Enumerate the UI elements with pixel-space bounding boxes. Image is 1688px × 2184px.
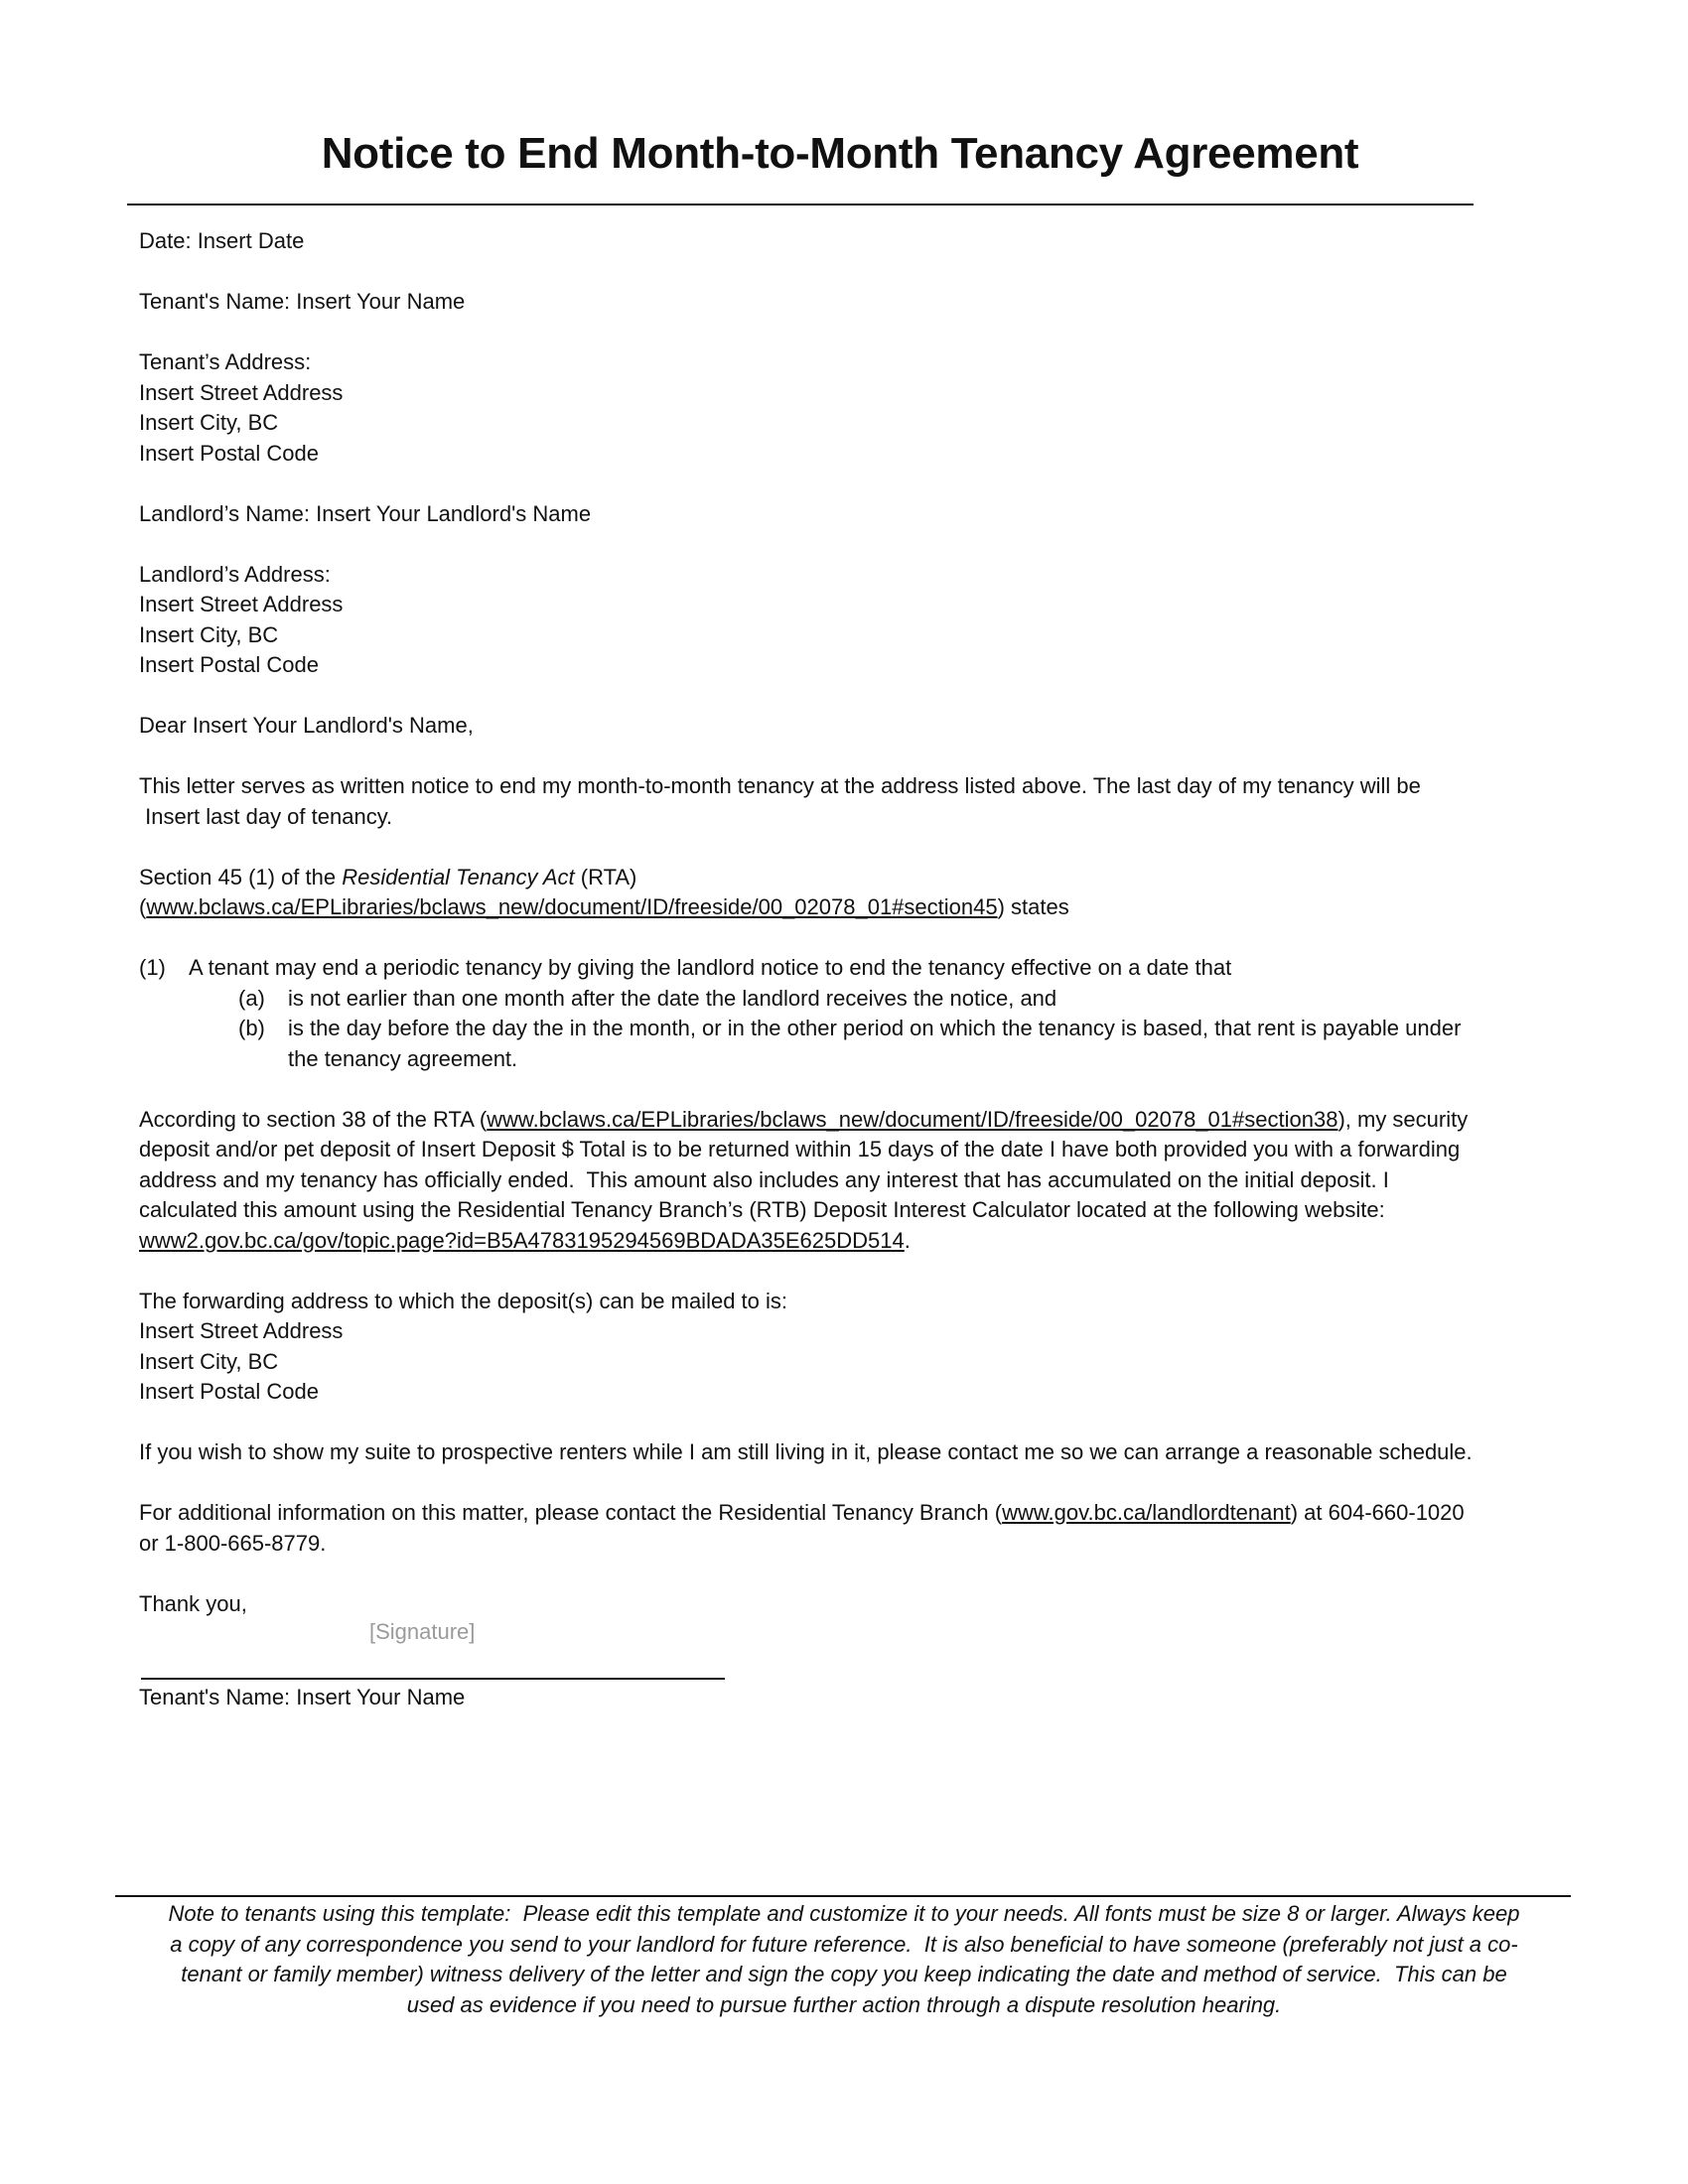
landlord-address-block	[139, 560, 1549, 681]
list-marker: (1)	[139, 955, 166, 980]
section45-prefix: Section 45 (1) of the	[139, 864, 343, 889]
footnote-divider	[115, 1895, 1571, 1897]
list-marker: (a)	[238, 985, 265, 1011]
list-item-text: A tenant may end a periodic tenancy by giving the landlord notice to end the tenancy effective on a date that	[189, 955, 1232, 980]
contact-prefix: For additional information on this matter, please contact the Residential Tenancy Branch (	[139, 1500, 1003, 1525]
section45-link[interactable]: www.bclaws.ca/EPLibraries/bclaws_new/document/ID/freeside/00_02078_01#section45	[146, 894, 998, 919]
tenant-name-line: Tenant's Name: Insert Your Name	[139, 289, 466, 314]
section45-suffix: (RTA)	[574, 864, 637, 889]
notice-line-2: Insert last day of tenancy.	[139, 803, 393, 829]
forwarding-postal: Insert Postal Code	[139, 1379, 319, 1404]
signature-line	[141, 1678, 725, 1680]
list-item	[139, 953, 1549, 984]
section45-open-paren: (	[139, 894, 147, 919]
footnote-line-2: a copy of any correspondence you send to your landlord for future reference. It is also beneficial to have someone (preferably not just a co-	[170, 1931, 1518, 1957]
notice-paragraph	[139, 771, 1549, 832]
footnote-line-1: Note to tenants using this template: Please edit this template and customize it to your needs. All fonts must be size 8 or larger. Always keep	[168, 1901, 1520, 1926]
section38-paragraph	[139, 1105, 1549, 1257]
list-item	[139, 984, 1549, 1015]
list-item-text: the tenancy agreement.	[288, 1045, 518, 1071]
section38-suffix: ), my security	[1337, 1106, 1469, 1132]
signature-name-line: Tenant's Name: Insert Your Name	[139, 1685, 466, 1709]
forwarding-street: Insert Street Address	[139, 1318, 344, 1343]
closing: Thank you,	[139, 1590, 247, 1616]
section38-link[interactable]: www.bclaws.ca/EPLibraries/bclaws_new/document/ID/freeside/00_02078_01#section38	[487, 1106, 1338, 1132]
list-item-text: is the day before the day the in the month, or in the other period on which the tenancy is based, that rent is payable under	[288, 1016, 1462, 1040]
contact-paragraph	[139, 1498, 1549, 1559]
footnote-line-4: used as evidence if you need to pursue further action through a dispute resolution hearing.	[406, 1991, 1282, 2017]
landlord-postal: Insert Postal Code	[139, 652, 319, 677]
show-suite-paragraph: If you wish to show my suite to prospective renters while I am still living in it, please contact me so we can arrange a reasonable schedule.	[139, 1439, 1473, 1464]
section45-act-title: Residential Tenancy Act	[342, 864, 575, 889]
tenant-city: Insert City, BC	[139, 410, 279, 435]
contact-suffix: ) at 604-660-1020	[1290, 1500, 1465, 1525]
rtb-website-link[interactable]: www.gov.bc.ca/landlordtenant	[1002, 1500, 1291, 1525]
tenant-address-block	[139, 347, 1549, 469]
calculator-suffix: .	[904, 1227, 911, 1253]
deposit-calculator-link[interactable]: www2.gov.bc.ca/gov/topic.page?id=B5A4783195294569BDADA35E625DD514	[139, 1227, 905, 1253]
signature-placeholder[interactable]: [Signature]	[369, 1619, 476, 1644]
date-line: Date: Insert Date	[139, 228, 305, 253]
forwarding-address-block	[139, 1287, 1549, 1408]
forwarding-city: Insert City, BC	[139, 1348, 279, 1374]
salutation: Dear Insert Your Landlord's Name,	[139, 713, 474, 738]
tenant-address-label: Tenant’s Address:	[139, 349, 312, 374]
document-title: Notice to End Month-to-Month Tenancy Agreement	[321, 129, 1359, 178]
template-footnote	[129, 1899, 1559, 2020]
section38-prefix: According to section 38 of the RTA (	[139, 1106, 488, 1132]
forwarding-label: The forwarding address to which the deposit(s) can be mailed to is:	[139, 1288, 787, 1313]
section45-paragraph	[139, 863, 1549, 923]
list-item-text: is not earlier than one month after the date the landlord receives the notice, and	[288, 985, 1057, 1011]
landlord-city: Insert City, BC	[139, 621, 279, 647]
notice-line-1: This letter serves as written notice to end my month-to-month tenancy at the address listed above. The last day of my tenancy will be	[139, 773, 1421, 798]
list-item	[139, 1014, 1549, 1074]
section45-list	[139, 953, 1549, 1074]
section38-line-2: deposit and/or pet deposit of Insert Deposit $ Total is to be returned within 15 days of the date I have both provided you with a forwarding	[139, 1137, 1461, 1161]
landlord-street: Insert Street Address	[139, 592, 344, 616]
tenant-street: Insert Street Address	[139, 379, 344, 405]
contact-line-2: or 1-800-665-8779.	[139, 1530, 327, 1556]
title-divider	[127, 204, 1474, 205]
tenant-postal: Insert Postal Code	[139, 440, 319, 466]
letter-body	[139, 226, 1549, 1619]
landlord-address-label: Landlord’s Address:	[139, 561, 331, 587]
list-marker: (b)	[238, 1016, 265, 1040]
section45-close: ) states	[997, 894, 1069, 919]
section38-line-4: calculated this amount using the Residential Tenancy Branch’s (RTB) Deposit Interest Calculator located at the following website:	[139, 1197, 1385, 1222]
landlord-name-line: Landlord’s Name: Insert Your Landlord's Name	[139, 500, 592, 526]
footnote-line-3: tenant or family member) witness delivery of the letter and sign the copy you keep indicating the date and method of service. This can be	[181, 1962, 1507, 1986]
section38-line-3: address and my tenancy has officially ended. This amount also includes any interest that has accumulated on the initial deposit. I	[139, 1166, 1389, 1192]
